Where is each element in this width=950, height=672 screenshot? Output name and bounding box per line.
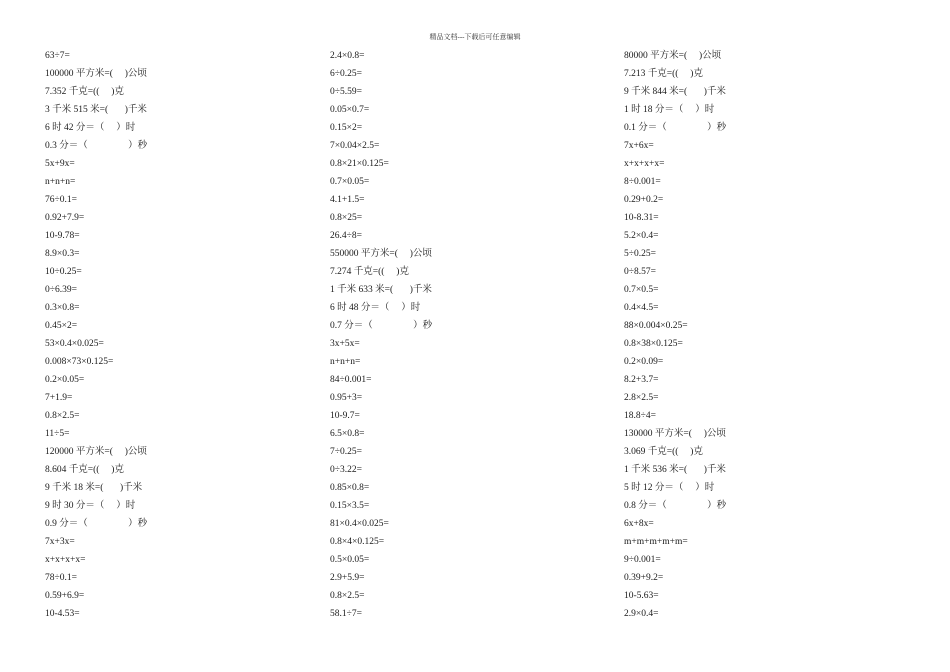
problem-item: 0.59+6.9= [45,591,85,601]
problem-item: 18.8÷4= [624,411,656,421]
problem-item: 0÷5.59= [330,87,362,97]
problem-item: 5x+9x= [45,159,75,169]
problem-item: 0.8×2.5= [45,411,80,421]
problem-item: n+n+n= [330,357,361,367]
problem-item: 120000 平方米=( )公顷 [45,447,147,457]
problem-item: 2.4×0.8= [330,51,365,61]
problem-item: 0.7 分＝（ ）秒 [330,321,433,331]
problem-item: 10-9.78= [45,231,80,241]
problem-item: 6 时 48 分＝（ ）时 [330,303,421,313]
problem-item: 80000 平方米=( )公顷 [624,51,722,61]
problem-item: 58.1÷7= [330,609,362,619]
problem-item: 7.213 千克=(( )克 [624,69,703,79]
problem-item: 3.069 千克=(( )克 [624,447,703,457]
problem-item: 0.8×38×0.125= [624,339,683,349]
problem-item: 0.39+9.2= [624,573,664,583]
problem-item: 3 千米 515 米=( )千米 [45,105,147,115]
problem-item: 1 时 18 分＝（ ）时 [624,105,715,115]
problem-column-3 [624,47,726,623]
problem-column-2 [330,47,432,623]
problem-item: 8.2+3.7= [624,375,659,385]
problem-item: 0.7×0.5= [624,285,659,295]
problem-item: 0÷8.57= [624,267,656,277]
problem-item: 0.92+7.9= [45,213,85,223]
problem-item: 84÷0.001= [330,375,372,385]
problem-item: 26.4÷8= [330,231,362,241]
problem-item: 9÷0.001= [624,555,661,565]
problem-item: 7÷0.25= [330,447,362,457]
problem-item: 0.8×25= [330,213,363,223]
problem-item: 0.8×4×0.125= [330,537,385,547]
problem-item: 5.2×0.4= [624,231,659,241]
problem-item: 0.7×0.05= [330,177,370,187]
problem-item: 7+1.9= [45,393,73,403]
problem-item: 88×0.004×0.25= [624,321,688,331]
problem-item: 76÷0.1= [45,195,77,205]
problem-item: 7×0.04×2.5= [330,141,380,151]
problem-item: 9 千米 844 米=( )千米 [624,87,726,97]
problem-item: 0÷3.22= [330,465,362,475]
problem-item: 6 时 42 分＝（ ）时 [45,123,136,133]
problem-item: 0.8×21×0.125= [330,159,389,169]
problem-item: 0.008×73×0.125= [45,357,114,367]
problem-item: 81×0.4×0.025= [330,519,389,529]
problem-item: 10-8.31= [624,213,659,223]
problem-item: 100000 平方米=( )公顷 [45,69,147,79]
problem-item: 7.352 千克=(( )克 [45,87,124,97]
problem-item: 0.3×0.8= [45,303,80,313]
problem-item: 0÷6.39= [45,285,77,295]
problem-item: 8÷0.001= [624,177,661,187]
problem-item: 0.05×0.7= [330,105,370,115]
problem-item: 10-5.63= [624,591,659,601]
problem-item: 78÷0.1= [45,573,77,583]
problem-item: 4.1+1.5= [330,195,365,205]
problem-item: 7x+6x= [624,141,654,151]
problem-item: 3x+5x= [330,339,360,349]
problem-item: 10-4.53= [45,609,80,619]
problem-item: 8.604 千克=(( )克 [45,465,124,475]
problem-item: 6x+8x= [624,519,654,529]
problem-item: 63÷7= [45,51,70,61]
problem-item: 9 时 30 分＝（ ）时 [45,501,136,511]
problem-item: 6.5×0.8= [330,429,365,439]
problem-item: 2.9+5.9= [330,573,365,583]
problem-item: 10-9.7= [330,411,360,421]
problem-item: 53×0.4×0.025= [45,339,104,349]
page-header: 精品文档---下载后可任意编辑 [429,33,521,41]
problem-item: 6÷0.25= [330,69,362,79]
problem-item: 5÷0.25= [624,249,656,259]
problem-item: 550000 平方米=( )公顷 [330,249,432,259]
problem-item: 2.8×2.5= [624,393,659,403]
problem-item: 0.8×2.5= [330,591,365,601]
problem-item: 0.4×4.5= [624,303,659,313]
problem-item: x+x+x+x= [45,555,86,565]
problem-item: 0.8 分＝（ ）秒 [624,501,727,511]
problem-item: 9 千米 18 米=( )千米 [45,483,143,493]
problem-item: 10÷0.25= [45,267,82,277]
problem-item: 0.3 分＝（ ）秒 [45,141,148,151]
problem-column-1 [45,47,147,623]
problem-item: 7x+3x= [45,537,75,547]
problem-item: 0.2×0.05= [45,375,85,385]
problem-item: 7.274 千克=(( )克 [330,267,409,277]
problem-item: m+m+m+m+m= [624,537,688,547]
problem-item: 0.29+0.2= [624,195,664,205]
problem-item: 130000 平方米=( )公顷 [624,429,726,439]
problem-item: 8.9×0.3= [45,249,80,259]
problem-item: 2.9×0.4= [624,609,659,619]
problem-item: n+n+n= [45,177,76,187]
problem-item: 0.5×0.05= [330,555,370,565]
problem-item: x+x+x+x= [624,159,665,169]
problem-item: 1 千米 633 米=( )千米 [330,285,432,295]
problem-item: 0.45×2= [45,321,78,331]
problem-item: 5 时 12 分＝（ ）时 [624,483,715,493]
problem-item: 0.95+3= [330,393,363,403]
problem-item: 0.1 分＝（ ）秒 [624,123,727,133]
problem-item: 0.2×0.09= [624,357,664,367]
problem-item: 11÷5= [45,429,70,439]
problem-item: 1 千米 536 米=( )千米 [624,465,726,475]
problem-item: 0.85×0.8= [330,483,370,493]
problem-item: 0.15×3.5= [330,501,370,511]
problem-item: 0.15×2= [330,123,363,133]
problem-item: 0.9 分＝（ ）秒 [45,519,148,529]
